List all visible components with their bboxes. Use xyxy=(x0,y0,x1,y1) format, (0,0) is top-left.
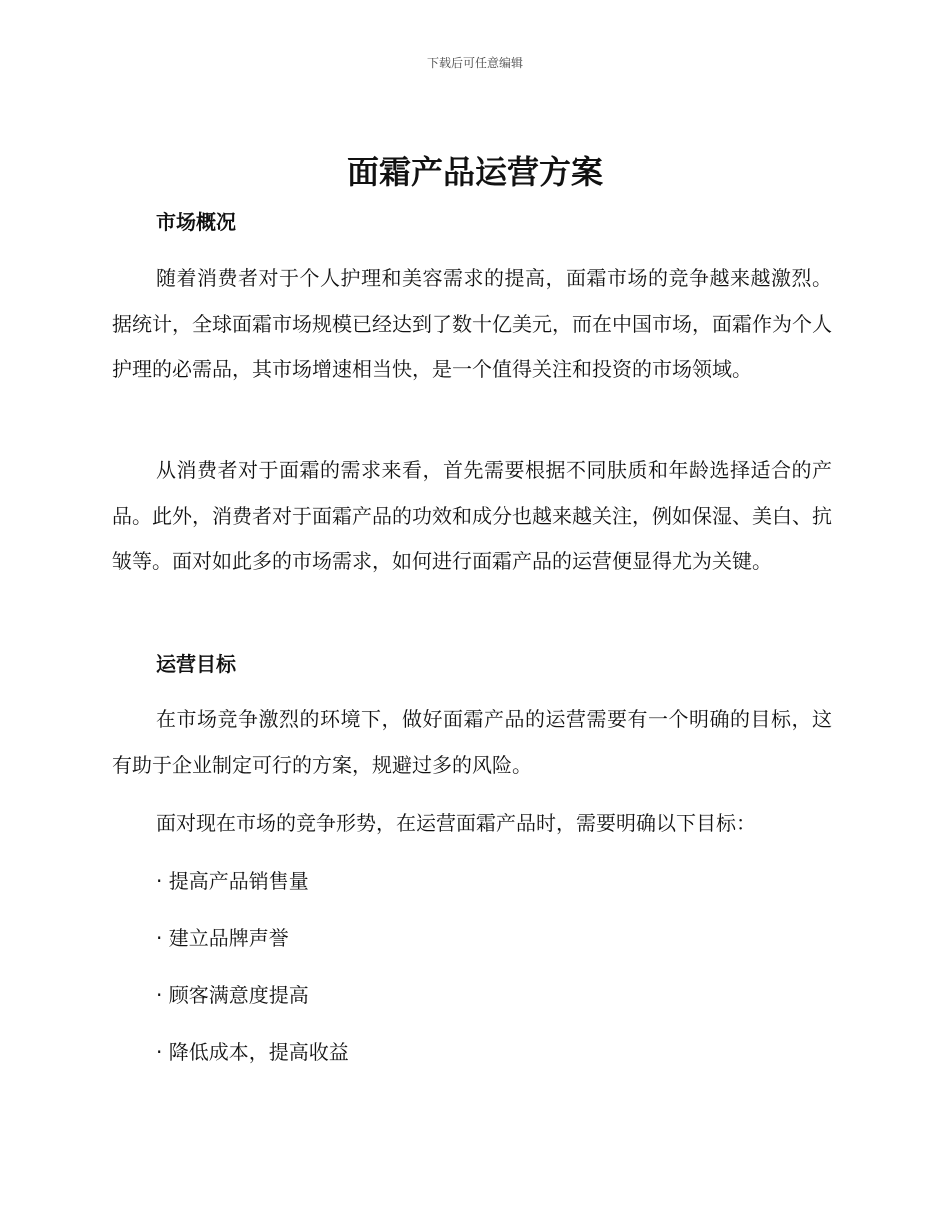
list-item: · 顾客满意度提高 xyxy=(156,983,309,1007)
list-item: · 降低成本，提高收益 xyxy=(156,1040,349,1064)
paragraph: 在市场竞争激烈的环境下，做好面霜产品的运营需要有一个明确的目标，这有助于企业制定可行的方案，规避过多的风险。 xyxy=(112,707,832,777)
header-note: 下载后可任意编辑 xyxy=(426,56,523,70)
paragraph: 面对现在市场的竞争形势，在运营面霜产品时，需要明确以下目标： xyxy=(156,811,756,835)
paragraph: 随着消费者对于个人护理和美容需求的提高，面霜市场的竞争越来越激烈。据统计，全球面霜市场规模已经达到了数十亿美元，而在中国市场，面霜作为个人护理的必需品，其市场增速相当快，是一个值得关注和投资的市场领域。 xyxy=(112,266,832,381)
paragraph: 从消费者对于面霜的需求来看，首先需要根据不同肤质和年龄选择适合的产品。此外，消费者对于面霜产品的功效和成分也越来越关注，例如保湿、美白、抗皱等。面对如此多的市场需求，如何进行面霜产品的运营便显得尤为关键。 xyxy=(112,458,832,573)
section-heading-operation-goals: 运营目标 xyxy=(156,652,236,676)
section-heading-market-overview: 市场概况 xyxy=(156,210,236,234)
list-item: · 建立品牌声誉 xyxy=(156,926,289,950)
list-item: · 提高产品销售量 xyxy=(156,869,309,893)
document-title: 面霜产品运营方案 xyxy=(346,153,603,191)
